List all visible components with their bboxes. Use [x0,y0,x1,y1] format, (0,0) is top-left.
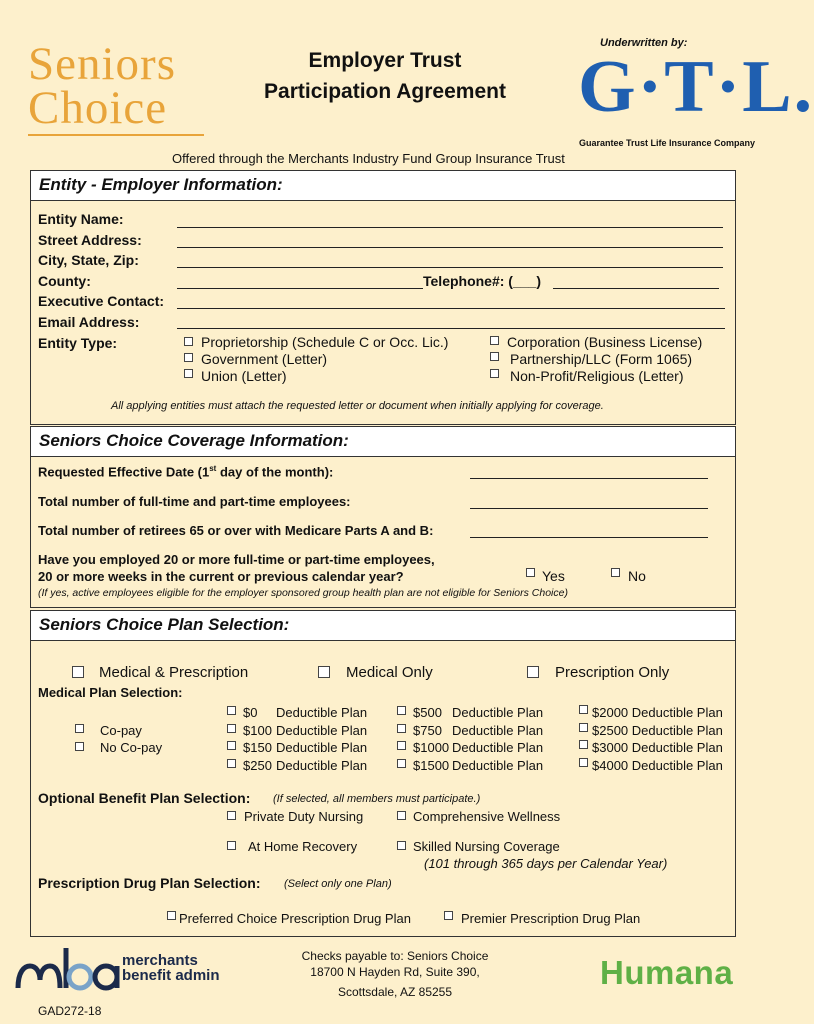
effective-date-label [38,464,333,479]
proprietorship-option: Proprietorship (Schedule C or Occ. Lic.) [201,334,449,350]
telephone-label: Telephone#: (___) [423,273,541,289]
medical-prescription-checkbox[interactable] [72,666,84,678]
yes-label: Yes [542,568,565,584]
gtl-logo: G·T·L. [578,46,814,128]
deductible-1000-checkbox[interactable] [397,741,406,750]
retirees-count-label: Total number of retirees 65 or over with Medicare Parts A and B: [38,523,434,538]
deductible-2000-checkbox[interactable] [579,705,588,714]
title-line-2: Participation Agreement [264,80,506,103]
comprehensive-wellness-checkbox[interactable] [397,811,406,820]
plan-section [30,610,736,937]
deductible-750-label: Deductible Plan [452,723,544,738]
title-line-1: Employer Trust [308,49,462,72]
logo-underline [28,134,204,136]
medical-only-label: Medical Only [346,664,433,681]
partnership-checkbox[interactable] [490,352,499,361]
deductible-2000-option: $2000 Deductible Plan [592,705,723,720]
skilled-nursing-note: (101 through 365 days per Calendar Year) [424,856,668,871]
deductible-2500-checkbox[interactable] [579,723,588,732]
skilled-nursing-checkbox[interactable] [397,841,406,850]
city-state-zip-field[interactable] [177,267,723,268]
document-title [250,45,520,107]
employment-question-line2: 20 or more weeks in the current or previous calendar year? [38,569,404,584]
union-option: Union (Letter) [201,368,287,384]
deductible-1500-label: Deductible Plan [452,758,544,773]
proprietorship-checkbox[interactable] [184,337,193,346]
private-nursing-checkbox[interactable] [227,811,236,820]
premier-drug-checkbox[interactable] [444,911,453,920]
executive-contact-label: Executive Contact: [38,293,165,309]
checks-payable-line1: Checks payable to: Seniors Choice [301,949,489,963]
no-checkbox[interactable] [611,568,620,577]
email-address-field[interactable] [177,328,725,329]
deductible-100-label: Deductible Plan [276,723,368,738]
partnership-option: Partnership/LLC (Form 1065) [510,351,693,367]
employment-question-line1: Have you employed 20 or more full-time or part-time employees, [38,552,435,567]
deductible-750-amount: $750 [413,723,442,738]
mba-name-line2: benefit admin [122,967,220,984]
preferred-drug-label: Preferred Choice Prescription Drug Plan [179,911,411,926]
deductible-3000-checkbox[interactable] [579,740,588,749]
deductible-1000-label: Deductible Plan [452,740,544,755]
deductible-3000-option: $3000 Deductible Plan [592,740,723,755]
deductible-4000-checkbox[interactable] [579,758,588,767]
employees-count-field[interactable] [470,508,708,509]
deductible-500-checkbox[interactable] [397,706,406,715]
deductible-500-amount: $500 [413,705,442,720]
no-copay-label: No Co-pay [100,740,163,755]
city-state-zip-label: City, State, Zip: [38,252,139,268]
deductible-0-amount: $0 [243,705,258,720]
form-code: GAD272-18 [38,1004,102,1018]
home-recovery-checkbox[interactable] [227,841,236,850]
checks-payable-line3: Scottsdale, AZ 85255 [337,985,453,999]
telephone-field[interactable] [553,288,719,289]
coverage-eligibility-note: (If yes, active employees eligible for the employer sponsored group health plan are not eligible for Seniors Choice) [38,587,568,599]
deductible-0-checkbox[interactable] [227,706,236,715]
copay-checkbox[interactable] [75,724,84,733]
drug-plan-label: Prescription Drug Plan Selection: [38,875,261,891]
government-checkbox[interactable] [184,353,193,362]
premier-drug-label: Premier Prescription Drug Plan [461,911,641,926]
deductible-150-amount: $150 [243,740,272,755]
plan-section-heading: Seniors Choice Plan Selection: [31,611,735,641]
corporation-checkbox[interactable] [490,336,499,345]
deductible-100-checkbox[interactable] [227,724,236,733]
effective-date-sup: st [209,464,217,473]
drug-plan-note: (Select only one Plan) [284,878,392,890]
coverage-section [30,426,736,608]
effective-date-rest: day of the month): [219,464,334,480]
medical-only-checkbox[interactable] [318,666,330,678]
home-recovery-label: At Home Recovery [248,839,358,854]
mba-name [122,953,220,983]
seniors-choice-logo [28,38,208,136]
prescription-only-checkbox[interactable] [527,666,539,678]
deductible-250-amount: $250 [243,758,272,773]
employees-count-label: Total number of full-time and part-time employees: [38,494,351,509]
entity-name-field[interactable] [177,227,723,228]
nonprofit-option: Non-Profit/Religious (Letter) [510,368,684,384]
deductible-1500-checkbox[interactable] [397,759,406,768]
nonprofit-checkbox[interactable] [490,369,499,378]
deductible-100-amount: $100 [243,723,272,738]
checks-payable [295,948,495,1000]
prescription-only-label: Prescription Only [555,664,670,681]
entity-section [30,170,736,425]
coverage-section-heading: Seniors Choice Coverage Information: [31,427,735,457]
deductible-500-label: Deductible Plan [452,705,544,720]
union-checkbox[interactable] [184,369,193,378]
medical-plan-selection-label: Medical Plan Selection: [38,685,183,700]
retirees-count-field[interactable] [470,537,708,538]
no-copay-checkbox[interactable] [75,742,84,751]
skilled-nursing-label: Skilled Nursing Coverage [413,839,560,854]
entity-name-label: Entity Name: [38,211,124,227]
deductible-150-checkbox[interactable] [227,741,236,750]
optional-benefit-label: Optional Benefit Plan Selection: [38,790,251,806]
entity-attachment-note: All applying entities must attach the requested letter or document when initially applying for coverage. [111,400,604,412]
deductible-750-checkbox[interactable] [397,724,406,733]
entity-type-label: Entity Type: [38,335,118,351]
offered-through-text: Offered through the Merchants Industry Fund Group Insurance Trust [172,151,565,166]
humana-logo: Humana [600,954,734,991]
private-nursing-label: Private Duty Nursing [244,809,364,824]
deductible-250-checkbox[interactable] [227,759,236,768]
logo-word-seniors: Seniors [28,38,176,90]
entity-section-heading: Entity - Employer Information: [31,171,735,201]
county-label: County: [38,273,91,289]
preferred-drug-checkbox[interactable] [167,911,176,920]
checks-payable-line2: 18700 N Hayden Rd, Suite 390, [310,965,480,979]
corporation-option: Corporation (Business License) [507,334,703,350]
underwritten-label: Underwritten by: [600,37,688,49]
mba-name-line1: merchants [122,952,198,969]
county-field[interactable] [177,288,423,289]
deductible-150-label: Deductible Plan [276,740,368,755]
deductible-4000-option: $4000 Deductible Plan [592,758,723,773]
deductible-250-label: Deductible Plan [276,758,368,773]
optional-benefit-note: (If selected, all members must participate.) [273,793,481,805]
government-option: Government (Letter) [201,351,328,367]
yes-checkbox[interactable] [526,568,535,577]
street-address-label: Street Address: [38,232,142,248]
deductible-1500-amount: $1500 [413,758,450,773]
no-label: No [628,568,646,584]
comprehensive-wellness-label: Comprehensive Wellness [413,809,561,824]
medical-prescription-label: Medical & Prescription [99,664,249,681]
effective-date-field[interactable] [470,478,708,479]
executive-contact-field[interactable] [177,308,725,309]
deductible-1000-amount: $1000 [413,740,450,755]
logo-word-choice: Choice [28,82,168,134]
email-address-label: Email Address: [38,314,140,330]
copay-label: Co-pay [100,723,142,738]
effective-date-text: Requested Effective Date (1 [38,464,210,480]
gtl-company-name: Guarantee Trust Life Insurance Company [579,138,756,148]
deductible-2500-option: $2500 Deductible Plan [592,723,723,738]
deductible-0-label: Deductible Plan [276,705,368,720]
street-address-field[interactable] [177,247,723,248]
